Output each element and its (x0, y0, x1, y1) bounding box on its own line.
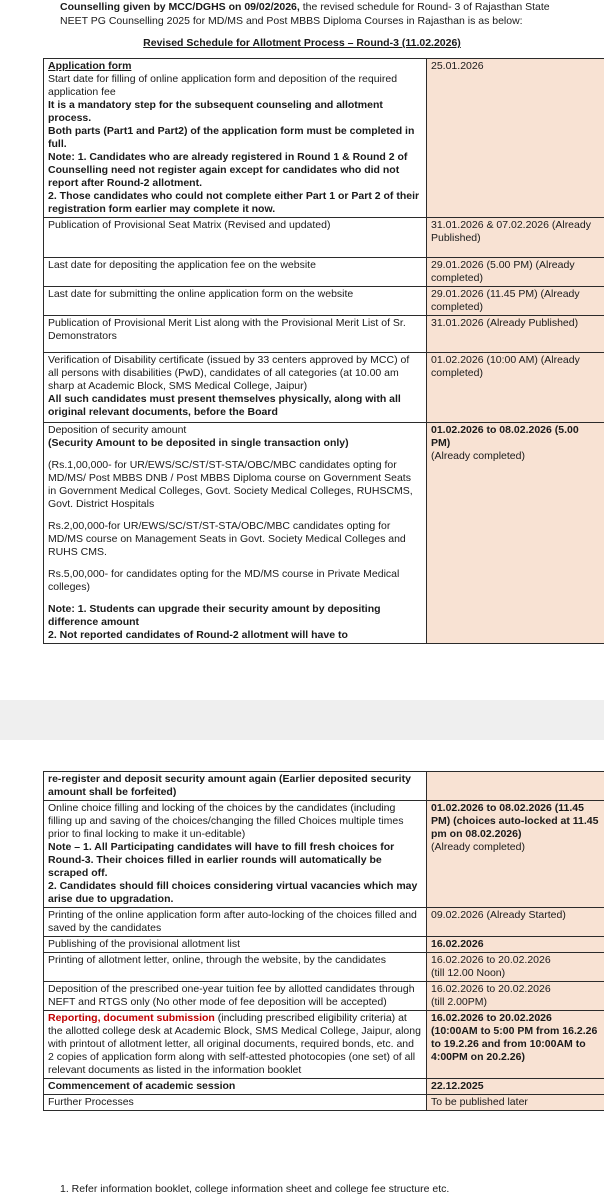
date-cell (427, 908, 604, 937)
table-row (44, 59, 604, 218)
table-row (44, 982, 604, 1011)
date-text: 31.01.2026 (Already Published) (431, 317, 579, 329)
date-cell (427, 353, 604, 423)
event-note: Note – 1. All Participating candidates will have to fill fresh choices for Round-3. Their choices filled in earlier rounds will automatically be scraped off. (48, 841, 395, 879)
intro-line2: NEET PG Counselling 2025 for MD/MS and Post MBBS Diploma Courses in Rajasthan is as below: (60, 15, 523, 27)
intro-rest: the revised schedule for Round- 3 of Rajasthan State (299, 1, 550, 13)
date-cell (427, 258, 604, 287)
event-cell (44, 287, 427, 316)
event-text: (including prescribed eligibility criteria) at the allotted college desk at Academic Block, SMS Medical College, Jaipur, along with printout of allotment letter, all original documents, required bonds, etc. and 2 copies of application form along with self-attested photocopies (one set) of all relevant documents as listed in the information booklet (48, 1012, 421, 1076)
event-cell (44, 982, 427, 1011)
table-row (44, 1095, 604, 1111)
date-text: 01.02.2026 (10:00 AM) (Already completed) (431, 354, 580, 379)
table-row (44, 908, 604, 937)
security-amount-2: Rs.2,00,000-for UR/EWS/SC/ST/ST-STA/OBC/MBC candidates opting for MD/MS course on Management Seats in Govt. Society Medical Colleges and RUHS CMS. (48, 520, 406, 558)
date-range: 01.02.2026 to 08.02.2026 (5.00 PM) (431, 424, 579, 449)
page-separator (0, 700, 604, 740)
date-text: 29.01.2026 (5.00 PM) (Already completed) (431, 259, 575, 284)
date-time: (till 12.00 Noon) (431, 967, 506, 979)
date-time: (10:00AM to 5:00 PM from 16.2.26 to 19.2.26 and from 10:00AM to 4:00PM on 20.2.26) (431, 1025, 598, 1063)
table-row (44, 353, 604, 423)
date-cell (427, 1095, 604, 1111)
event-cell (44, 218, 427, 258)
security-amount-1: (Rs.1,00,000- for UR/EWS/SC/ST/ST-STA/OBC/MBC candidates opting for MD/MS/ Post MBBS DNB / Post MBBS Diploma course on Government Seats in Government Medical Colleges, Govt. Society Medical Colleges, RUHSCMS, Govt. District Hospitals (48, 459, 413, 510)
table-row (44, 772, 604, 801)
event-text: Publication of Provisional Merit List along with the Provisional Merit List of Sr. Demonstrators (48, 317, 406, 342)
event-text: Publishing of the provisional allotment list (48, 938, 241, 950)
security-amount-3: Rs.5,00,000- for candidates opting for the MD/MS course in Private Medical colleges) (48, 568, 400, 593)
event-cell (44, 908, 427, 937)
event-cell (44, 953, 427, 982)
date-text: 16.02.2026 (431, 938, 484, 950)
schedule-table-part1 (43, 58, 604, 644)
date-cell (427, 1079, 604, 1095)
date-range: 16.02.2026 to 20.02.2026 (431, 983, 551, 995)
event-cell (44, 59, 427, 218)
date-range: 01.02.2026 to 08.02.2026 (11.45 PM) (choices auto-locked at 11.45 pm on 08.02.2026) (431, 802, 599, 840)
table-row (44, 258, 604, 287)
date-text: 25.01.2026 (431, 60, 484, 72)
event-text: Deposition of security amount (48, 424, 187, 436)
date-text: 09.02.2026 (Already Started) (431, 909, 566, 921)
date-text: 29.01.2026 (11.45 PM) (Already completed) (431, 288, 580, 313)
date-cell (427, 423, 604, 644)
date-text: 31.01.2026 & 07.02.2026 (Already Published) (431, 219, 591, 244)
date-text: 22.12.2025 (431, 1080, 484, 1092)
date-cell (427, 982, 604, 1011)
document-page-2 (0, 740, 604, 1200)
event-cell (44, 1095, 427, 1111)
footnote: 1. Refer information booklet, college information sheet and college fee structure etc. (60, 1183, 450, 1195)
table-row (44, 953, 604, 982)
event-note: 2. Not reported candidates of Round-2 allotment will have to (48, 629, 348, 641)
event-bold: All such candidates must present themselves physically, along with all original relevant documents, before the Board (48, 393, 401, 418)
event-cell (44, 316, 427, 353)
event-cell (44, 258, 427, 287)
schedule-table-part2 (43, 771, 604, 1111)
event-text: Further Processes (48, 1096, 134, 1108)
event-bold: Both parts (Part1 and Part2) of the application form must be completed in full. (48, 125, 415, 150)
intro-text (60, 0, 600, 28)
event-note: Note: 1. Candidates who are already registered in Round 1 & Round 2 of Counselling need not register again except for candidates who did not report after Round-2 allotment. (48, 151, 408, 189)
event-text: Last date for submitting the online application form on the website (48, 288, 354, 300)
date-status: (Already completed) (431, 841, 525, 853)
date-cell (427, 801, 604, 908)
event-cell (44, 801, 427, 908)
event-note: 2. Those candidates who could not complete either Part 1 or Part 2 of their registration form earlier may complete it now. (48, 190, 420, 215)
event-bold: re-register and deposit security amount again (Earlier deposited security amount shall be forfeited) (48, 773, 411, 798)
date-text: To be published later (431, 1096, 528, 1108)
event-text: Last date for depositing the application fee on the website (48, 259, 316, 271)
date-range: 16.02.2026 to 20.02.2026 (431, 954, 551, 966)
event-cell (44, 423, 427, 644)
event-text: Publication of Provisional Seat Matrix (Revised and updated) (48, 219, 331, 231)
event-bold: (Security Amount to be deposited in single transaction only) (48, 437, 349, 449)
event-note: Note: 1. Students can upgrade their security amount by depositing difference amount (48, 603, 381, 628)
event-text: Online choice filling and locking of the choices by the candidates (including filling up and saving of the choices/changing the filled Choices multiple times prior to final locking to make it un-editable) (48, 802, 404, 840)
event-text: Printing of the online application form after auto-locking of the choices filled and saved by the candidates (48, 909, 417, 934)
event-text: Deposition of the prescribed one-year tuition fee by allotted candidates through NEFT and RTGS only (No other mode of fee deposition will be accepted) (48, 983, 415, 1008)
table-row (44, 937, 604, 953)
event-cell (44, 1011, 427, 1079)
table-row (44, 423, 604, 644)
date-cell (427, 316, 604, 353)
date-cell (427, 287, 604, 316)
date-cell (427, 772, 604, 801)
event-cell (44, 937, 427, 953)
intro-bold: Counselling given by MCC/DGHS on 09/02/2026, (60, 1, 300, 13)
date-cell (427, 218, 604, 258)
date-time: (till 2.00PM) (431, 996, 488, 1008)
event-heading: Application form (48, 60, 132, 72)
event-highlight: Reporting, document submission (48, 1012, 215, 1024)
table-row (44, 1079, 604, 1095)
date-range: 16.02.2026 to 20.02.2026 (431, 1012, 552, 1024)
event-bold: It is a mandatory step for the subsequent counseling and allotment process. (48, 99, 383, 124)
date-status: (Already completed) (431, 450, 525, 462)
table-row (44, 316, 604, 353)
event-text: Start date for filling of online application form and deposition of the required application fee (48, 73, 398, 98)
schedule-title: Revised Schedule for Allotment Process – Round-3 (11.02.2026) (143, 37, 461, 49)
event-bold: Commencement of academic session (48, 1080, 236, 1092)
event-note: 2. Candidates should fill choices considering virtual vacancies which may arise due to upgradation. (48, 880, 418, 905)
event-cell (44, 1079, 427, 1095)
table-row (44, 1011, 604, 1079)
date-cell (427, 1011, 604, 1079)
table-row (44, 287, 604, 316)
table-row (44, 218, 604, 258)
event-cell (44, 353, 427, 423)
table-row (44, 801, 604, 908)
event-text: Printing of allotment letter, online, through the website, by the candidates (48, 954, 386, 966)
date-cell (427, 59, 604, 218)
event-cell (44, 772, 427, 801)
date-cell (427, 953, 604, 982)
date-cell (427, 937, 604, 953)
event-text: Verification of Disability certificate (issued by 33 centers approved by MCC) of all persons with disabilities (PwD), candidates of all categories (at 10.00 am sharp at Academic Block, SMS Medical College, Jaipur) (48, 354, 410, 392)
